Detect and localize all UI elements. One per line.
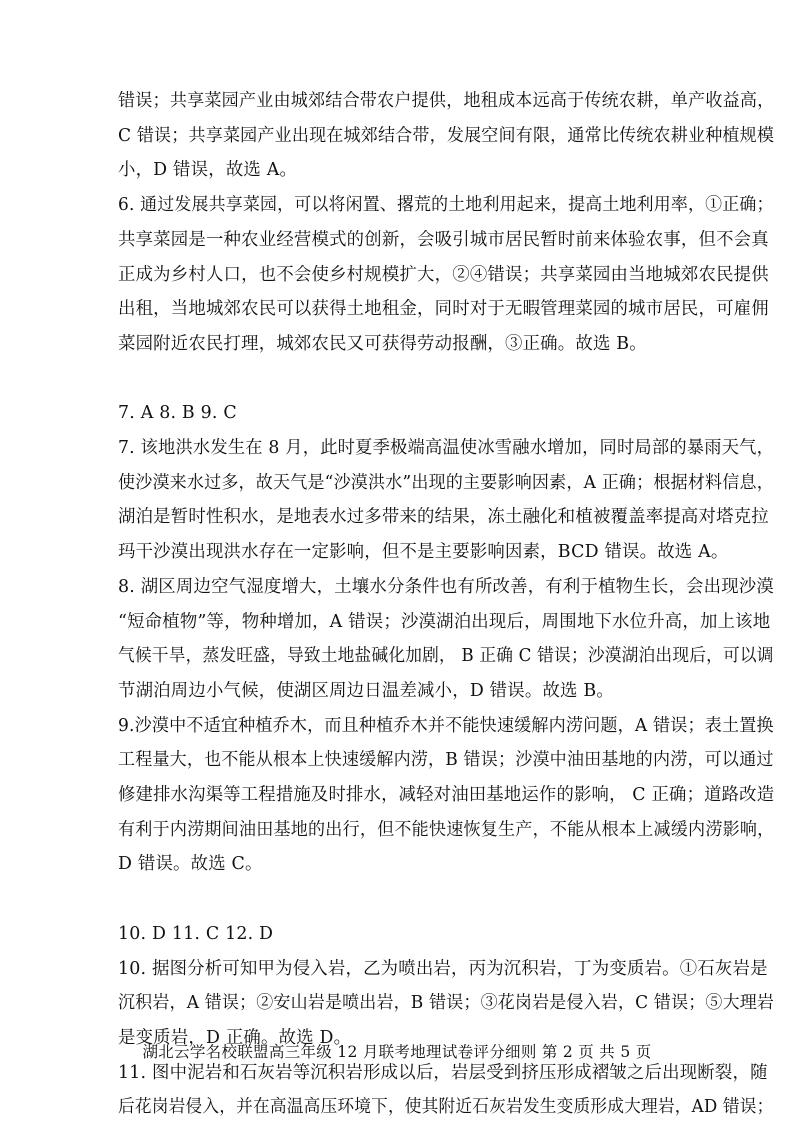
text-line: D 错误。故选 C。 <box>118 854 263 875</box>
text-line: “短命植物”等，物种增加，A 错误；沙漠湖泊出现后，周围地下水位升高，加上该地 <box>118 611 771 632</box>
text-line: 是变质岩，D 正确。故选 D。 <box>118 1027 352 1048</box>
answer-explanation-text <box>118 84 775 1125</box>
text-line: 湖泊是暂时性积水，是地表水过多带来的结果，冻土融化和植被覆盖率提高对塔克拉 <box>118 507 769 528</box>
text-line: 出租，当地城郊农民可以获得土地租金，同时对于无暇管理菜园的城市居民，可雇佣 <box>118 299 769 320</box>
text-line: 小，D 错误，故选 A。 <box>118 160 298 181</box>
page-footer: 湖北云学名校联盟高三年级 12 月联考地理试卷评分细则 第 2 页 共 5 页 <box>142 1043 652 1061</box>
text-line: 8. 湖区周边空气湿度增大，土壤水分条件也有所改善，有利于植物生长，会出现沙漠 <box>118 576 774 597</box>
text-line: 11. 图中泥岩和石灰岩等沉积岩形成以后，岩层受到挤压形成褶皱之后出现断裂，随 <box>118 1062 768 1083</box>
text-line: 共享菜园是一种农业经营模式的创新，会吸引城市居民暂时前来体验农事，但不会真 <box>118 229 769 250</box>
text-line: 玛干沙漠出现洪水存在一定影响，但不是主要影响因素，BCD 错误。故选 A。 <box>118 542 729 563</box>
text-line: 修建排水沟渠等工程措施及时排水，减轻对油田基地运作的影响， C 正确；道路改造 <box>118 785 775 806</box>
text-line: 10. D 11. C 12. D <box>118 923 274 944</box>
text-line: 10. 据图分析可知甲为侵入岩，乙为喷出岩，丙为沉积岩，丁为变质岩。①石灰岩是 <box>118 958 768 979</box>
text-line: 6. 通过发展共享菜园，可以将闲置、撂荒的土地利用起来，提高土地利用率，①正确； <box>118 195 774 216</box>
text-line: 沉积岩，A 错误；②安山岩是喷出岩，B 错误；③花岗岩是侵入岩，C 错误；⑤大理岩 <box>118 993 775 1014</box>
text-line: 错误；共享菜园产业由城郊结合带农户提供，地租成本远高于传统农耕，单产收益高， <box>118 91 775 111</box>
text-line: 节湖泊周边小气候，使湖区周边日温差减小，D 错误。故选 B。 <box>118 680 614 701</box>
text-line: 7. 该地洪水发生在 8 月，此时夏季极端高温使冰雪融水增加，同时局部的暴雨天气， <box>118 438 775 459</box>
text-line: 7. A 8. B 9. C <box>118 403 237 424</box>
text-line: 气候干旱，蒸发旺盛，导致土地盐碱化加剧， B 正确 C 错误；沙漠湖泊出现后，可以调 <box>118 646 774 667</box>
text-line: C 错误；共享菜园产业出现在城郊结合带，发展空间有限，通常比传统农耕业种植规模 <box>118 125 775 146</box>
text-line: 后花岗岩侵入，并在高温高压环境下，使其附近石灰岩发生变质形成大理岩，AD 错误； <box>118 1097 774 1118</box>
text-line: 工程量大，也不能从根本上快速缓解内涝，B 错误；沙漠中油田基地的内涝，可以通过 <box>118 750 774 771</box>
text-line: 正成为乡村人口，也不会使乡村规模扩大，②④错误；共享菜园由当地城郊农民提供 <box>118 264 769 285</box>
blank-line <box>118 882 698 917</box>
text-line: 菜园附近农民打理，城郊农民又可获得劳动报酬，③正确。故选 B。 <box>118 333 647 354</box>
text-line: 有利于内涝期间油田基地的出行，但不能快速恢复生产，不能从根本上减缓内涝影响， <box>118 819 775 840</box>
text-line: 使沙漠来水过多，故天气是“沙漠洪水”出现的主要影响因素，A 正确；根据材料信息， <box>118 472 774 493</box>
blank-line <box>118 362 698 397</box>
text-line: 9.沙漠中不适宜种植乔木，而且种植乔木并不能快速缓解内涝问题，A 错误；表土置换 <box>118 715 774 736</box>
